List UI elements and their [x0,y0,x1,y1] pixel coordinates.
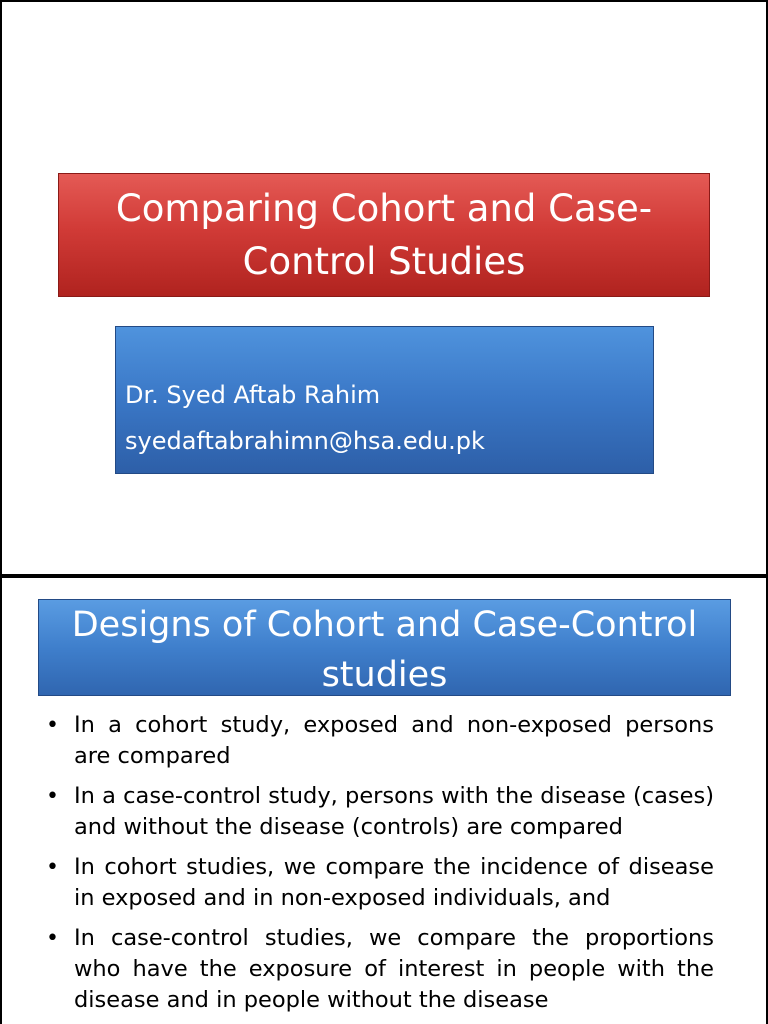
author-name: Dr. Syed Aftab Rahim [125,381,381,409]
slide-1-title-box [58,173,710,297]
bullet-text: In a case-control study, persons with the disease (cases) and without the disease (controls) are compared [74,783,714,840]
bullet-list [2,710,766,1024]
slide-2-title: Designs of Cohort and Case-Control studies [38,599,731,696]
author-box [115,326,654,474]
bullet-item [2,852,766,914]
bullet-text: In a cohort study, exposed and non-exposed persons are compared [74,712,714,769]
bullet-icon: • [46,855,59,880]
bullet-icon: • [46,784,59,809]
slide-2 [2,578,766,1024]
bullet-text: In cohort studies, we compare the incidence of disease in exposed and in non-exposed individuals, and [74,854,714,911]
bullet-item [2,710,766,772]
bullet-icon: • [46,926,59,951]
bullet-item [2,923,766,1016]
author-email: syedaftabrahimn@hsa.edu.pk [125,427,485,455]
bullet-icon: • [46,713,59,738]
bullet-text: In case-control studies, we compare the proportions who have the exposure of interest in people with the disease and in people without the disease [74,925,714,1013]
slide-1-title: Comparing Cohort and Case-Control Studies [115,187,653,283]
bullet-item [2,781,766,843]
slide-1 [2,2,766,574]
